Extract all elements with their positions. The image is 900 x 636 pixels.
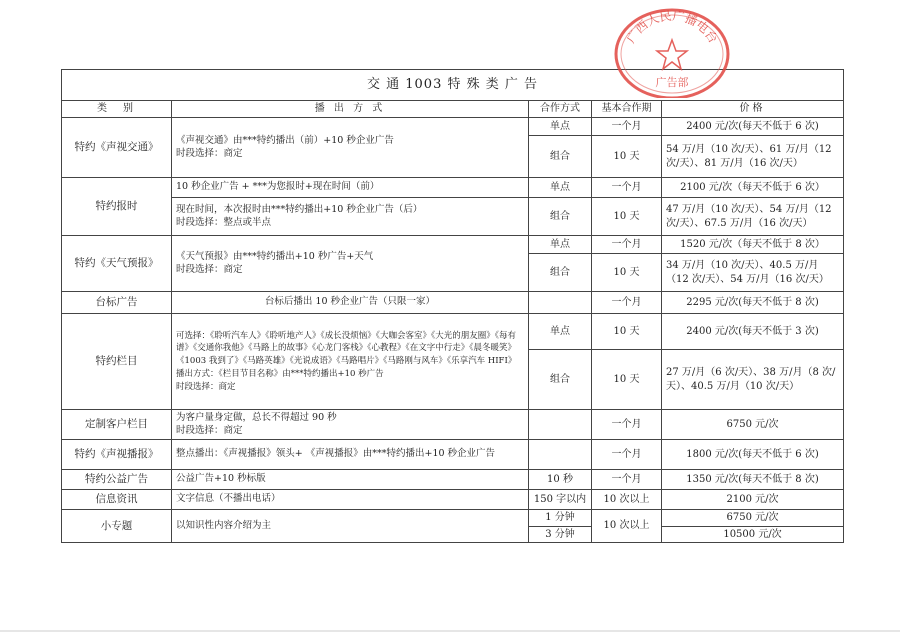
table-row [62,178,844,198]
row-period: 10 天 [592,350,662,410]
row-category: 特约公益广告 [62,470,172,490]
svg-text:广告部: 广告部 [655,76,689,89]
row-method [172,198,529,236]
method-line: 时段选择：商定 [176,147,243,159]
table-row [62,440,844,470]
header-period: 基本合作期 [592,101,662,118]
method-line: 可选择：《聆听汽车人》《聆听地产人》《成长没烦恼》《大咖会客室》《大光的朋友圈》《每有谱》《交通你我他》《马路上的故事》《心龙门客栈》《心教程》《在文字中行走》《晨冬暖笑》《1003 我到了》《马路英雄》《光说成语》《马路唱片》《马路刚与风车》《乐享汽车 HIFI》 [176,330,517,367]
row-coop: 150 字以内 [529,490,592,510]
row-period: 10 天 [592,136,662,178]
table-row [62,510,844,527]
row-coop [529,410,592,440]
row-period: 一个月 [592,470,662,490]
row-period: 10 次以上 [592,510,662,543]
row-coop [529,440,592,470]
row-price: 1520 元/次（每天不低于 8 次） [662,236,844,254]
method-line: 播出方式：《栏目节目名称》由***特约播出+10 秒广告 [176,368,384,379]
row-period: 一个月 [592,118,662,136]
row-method: 公益广告+10 秒标版 [172,470,529,490]
row-method: 台标后播出 10 秒企业广告（只限一家） [172,292,529,314]
row-category: 特约《声视交通》 [62,118,172,178]
row-category: 特约栏目 [62,314,172,410]
row-price: 2295 元/次(每天不低于 8 次) [662,292,844,314]
row-price: 1350 元/次(每天不低于 8 次) [662,470,844,490]
table-row [62,314,844,350]
row-price: 10500 元/次 [662,526,844,543]
row-period: 10 次以上 [592,490,662,510]
row-coop: 组合 [529,198,592,236]
row-coop [529,292,592,314]
row-coop: 组合 [529,350,592,410]
row-category: 特约《天气预报》 [62,236,172,292]
ad-rate-table [61,69,844,543]
method-line: 《声视交通》由***特约播出（前）+10 秒企业广告 [176,134,394,146]
header-row [62,101,844,118]
row-period: 一个月 [592,236,662,254]
row-price: 6750 元/次 [662,510,844,527]
header-price: 价格 [662,101,844,118]
row-category: 特约《声视播报》 [62,440,172,470]
row-price: 6750 元/次 [662,410,844,440]
table-row [62,292,844,314]
row-price: 2100 元/次（每天不低于 6 次） [662,178,844,198]
row-method [172,236,529,292]
row-coop: 单点 [529,236,592,254]
row-method: 文字信息（不播出电话） [172,490,529,510]
row-category: 小专题 [62,510,172,543]
row-coop: 单点 [529,178,592,198]
row-period: 一个月 [592,178,662,198]
row-coop: 单点 [529,118,592,136]
row-period: 一个月 [592,410,662,440]
table-title: 交 通 1003 特 殊 类 广 告 [62,70,844,101]
row-category: 特约报时 [62,178,172,236]
scan-edge-line [0,630,900,632]
table-row [62,490,844,510]
row-period: 10 天 [592,254,662,292]
row-coop: 3 分钟 [529,526,592,543]
row-coop: 组合 [529,136,592,178]
row-period: 10 天 [592,198,662,236]
row-method [172,410,529,440]
row-category: 台标广告 [62,292,172,314]
row-price: 1800 元/次(每天不低于 6 次) [662,440,844,470]
row-category: 信息资讯 [62,490,172,510]
header-coop: 合作方式 [529,101,592,118]
row-method [172,314,529,410]
row-coop: 1 分钟 [529,510,592,527]
method-line: 时段选择：商定 [176,424,243,436]
row-price: 47 万/月（10 次/天）、54 万/月（12 次/天）、67.5 万/月（16 次/天） [662,198,844,236]
row-method [172,118,529,178]
row-price: 27 万/月（6 次/天）、38 万/月（8 次/天）、40.5 万/月（10 次/天） [662,350,844,410]
table-row [62,118,844,136]
row-price: 2400 元/次(每天不低于 3 次) [662,314,844,350]
method-line: 时段选择：整点或半点 [176,216,272,228]
method-line: 《天气预报》由***特约播出+10 秒广告+天气 [176,250,374,262]
method-line: 时段选择：商定 [176,381,236,392]
row-coop: 10 秒 [529,470,592,490]
row-category: 定制客户栏目 [62,410,172,440]
row-period: 一个月 [592,292,662,314]
row-price: 34 万/月（10 次/天）、40.5 万/月（12 次/天）、54 万/月（16 次/天） [662,254,844,292]
row-method: 以知识性内容介绍为主 [172,510,529,543]
row-coop: 单点 [529,314,592,350]
row-price: 54 万/月（10 次/天）、61 万/月（12 次/天）、81 万/月（16 次/天） [662,136,844,178]
row-period: 一个月 [592,440,662,470]
row-method: 整点播出：《声视播报》领头+ 《声视播报》由***特约播出+10 秒企业广告 [172,440,529,470]
table-row [62,470,844,490]
svg-text:广西人民广播电台: 广西人民广播电台 [623,8,721,46]
row-price: 2100 元/次 [662,490,844,510]
table-row [62,236,844,254]
table-row [62,198,844,236]
method-line: 时段选择：商定 [176,263,243,275]
method-line: 现在时间，本次报时由***特约播出+10 秒企业广告（后） [176,203,423,215]
row-method: 10 秒企业广告 + ***为您报时+现在时间（前） [172,178,529,198]
header-method: 播 出 方 式 [172,101,529,118]
method-line: 为客户量身定做，总长不得超过 90 秒 [176,411,337,423]
row-coop: 组合 [529,254,592,292]
header-category: 类 别 [62,101,172,118]
table-row [62,410,844,440]
row-period: 10 天 [592,314,662,350]
row-price: 2400 元/次(每天不低于 6 次) [662,118,844,136]
